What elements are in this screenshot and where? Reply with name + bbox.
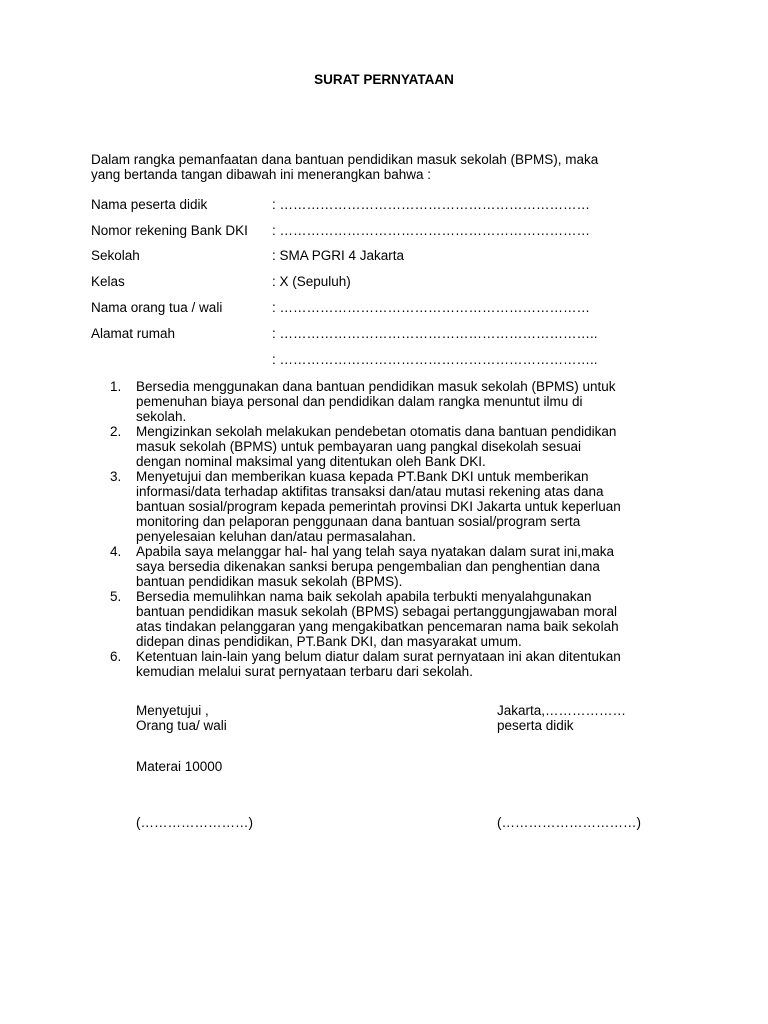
statement-item (110, 649, 690, 679)
field-value: : X (Sepuluh) (272, 274, 351, 289)
place-date-label: Jakarta,……………… (497, 703, 627, 718)
statement-line: Mengizinkan sekolah melakukan pendebetan otomatis dana bantuan pendidikan (136, 424, 617, 439)
parent-label: Orang tua/ wali (136, 718, 227, 733)
statement-line: dengan nominal maksimal yang ditentukan oleh Bank DKI. (136, 454, 486, 469)
statement-number: 4. (110, 544, 122, 559)
field-alamat-rumah-line2 (91, 352, 711, 368)
field-value: : …………………………………………………………….. (272, 326, 598, 341)
field-value: : …………………………………………………………….. (272, 352, 598, 367)
statement-line: didepan dinas pendidikan, PT.Bank DKI, dan masyarakat umum. (136, 634, 522, 649)
statement-line: Apabila saya melanggar hal- hal yang telah saya nyatakan dalam surat ini,maka (136, 544, 615, 559)
statement-item (110, 544, 690, 589)
field-label: Kelas (91, 274, 125, 289)
field-label: Nama orang tua / wali (91, 300, 223, 315)
field-sekolah (91, 248, 711, 264)
field-nama-peserta-didik (91, 197, 711, 213)
signature-right-block (497, 703, 626, 733)
field-value: : …………………………………………………………… (272, 300, 591, 315)
field-label: Alamat rumah (91, 326, 176, 341)
field-label: Nama peserta didik (91, 197, 208, 212)
statement-number: 1. (110, 379, 122, 394)
statement-list (110, 379, 690, 679)
field-alamat-rumah (91, 326, 711, 342)
statement-line: informasi/data terhadap aktifitas transaksi dan/atau mutasi rekening atas dana (136, 484, 604, 499)
statement-line: pemenuhan biaya personal dan pendidikan dalam rangka menuntut ilmu di (136, 394, 583, 409)
field-label: Nomor rekening Bank DKI (91, 223, 248, 238)
statement-line: Bersedia menggunakan dana bantuan pendidikan masuk sekolah (BPMS) untuk (136, 379, 616, 394)
statement-item (110, 379, 690, 424)
statement-number: 3. (110, 469, 122, 484)
statement-line: atas tindakan pelanggaran yang mengakibatkan pencemaran nama baik sekolah (136, 619, 619, 634)
approval-label: Menyetujui , (136, 703, 209, 718)
field-kelas (91, 274, 711, 290)
field-value: : …………………………………………………………… (272, 197, 591, 212)
statement-number: 2. (110, 424, 122, 439)
statement-line: bantuan sosial/program kepada pemerintah provinsi DKI Jakarta untuk keperluan (136, 499, 621, 514)
field-nama-orang-tua (91, 300, 711, 316)
parent-name-placeholder: (……………………) (136, 815, 253, 830)
statement-line: bantuan pendidikan masuk sekolah (BPMS). (136, 574, 403, 589)
student-name-placeholder: (…………………………) (497, 815, 641, 830)
document-title: SURAT PERNYATAAN (314, 72, 454, 87)
field-nomor-rekening (91, 223, 711, 239)
statement-item (110, 469, 690, 544)
field-label: Sekolah (91, 248, 140, 263)
intro-line: yang bertanda tangan dibawah ini menerangkan bahwa : (91, 167, 431, 182)
statement-line: masuk sekolah (BPMS) untuk pembayaran uang pangkal disekolah sesuai (136, 439, 582, 454)
student-label: peserta didik (497, 718, 574, 733)
signature-left-block (136, 703, 227, 733)
statement-item (110, 589, 690, 649)
statement-item (110, 424, 690, 469)
intro-paragraph (91, 152, 691, 182)
field-value: : …………………………………………………………… (272, 223, 591, 238)
intro-line: Dalam rangka pemanfaatan dana bantuan pendidikan masuk sekolah (BPMS), maka (91, 152, 599, 167)
statement-number: 6. (110, 649, 122, 664)
field-value: : SMA PGRI 4 Jakarta (272, 248, 405, 263)
statement-line: penyelesaian keluhan dan/atau permasalahan. (136, 529, 416, 544)
statement-line: sekolah. (136, 409, 187, 424)
stamp-label: Materai 10000 (136, 759, 223, 774)
statement-number: 5. (110, 589, 122, 604)
statement-line: saya bersedia dikenakan sanksi berupa pengembalian dan penghentian dana (136, 559, 600, 574)
statement-line: Bersedia memulihkan nama baik sekolah apabila terbukti menyalahgunakan (136, 589, 592, 604)
statement-line: monitoring dan pelaporan penggunaan dana bantuan sosial/program serta (136, 514, 581, 529)
statement-line: Ketentuan lain-lain yang belum diatur dalam surat pernyataan ini akan ditentukan (136, 649, 621, 664)
statement-line: bantuan pendidikan masuk sekolah (BPMS) sebagai pertanggungjawaban moral (136, 604, 618, 619)
statement-line: Menyetujui dan memberikan kuasa kepada PT.Bank DKI untuk memberikan (136, 469, 589, 484)
statement-line: kemudian melalui surat pernyataan terbaru dari sekolah. (136, 664, 473, 679)
